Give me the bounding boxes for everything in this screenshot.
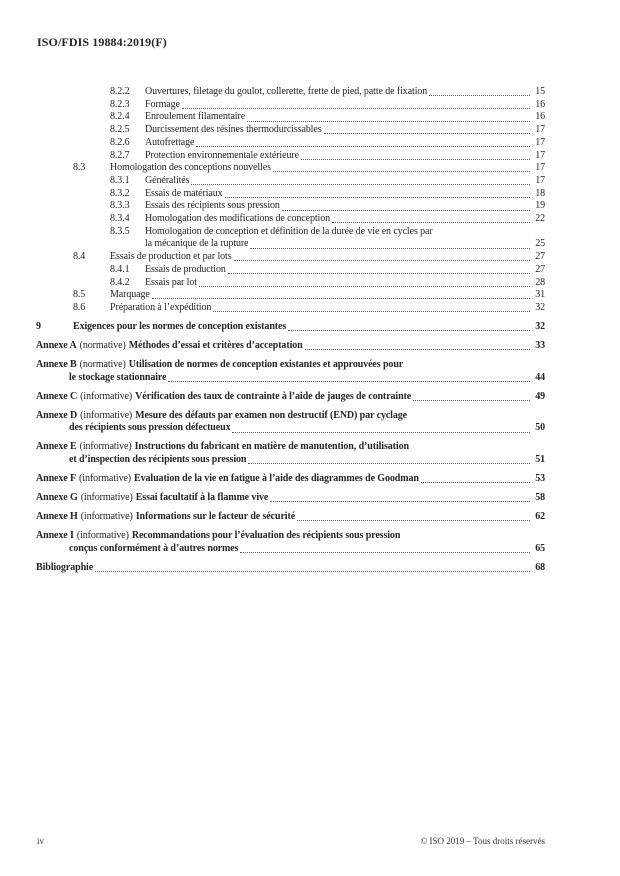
- page-number: 17: [535, 162, 545, 174]
- entry-number: 8.4.1: [110, 263, 130, 275]
- entry-title: Mesure des défauts par examen non destructif (END) par cyclage: [135, 409, 407, 421]
- entry-title: Ouvertures, filetage du goulot, collerette, frette de pied, patte de fixation: [145, 86, 428, 97]
- page-number: 50: [535, 422, 545, 434]
- entry-line: [36, 543, 545, 556]
- entry-line: [36, 530, 545, 543]
- dot-leader: [213, 310, 530, 312]
- entry-title: Essais des récipients sous pression: [145, 200, 280, 212]
- annex-prefix: Annexe G: [36, 492, 78, 504]
- entry-body: [36, 441, 545, 466]
- dot-leader: [282, 209, 530, 211]
- entry-line: [145, 86, 545, 99]
- document-reference-header: ISO/FDIS 19884:2019(F): [37, 35, 167, 49]
- page-number: 17: [535, 174, 545, 186]
- toc-entry: [36, 492, 545, 505]
- toc-entry: [36, 162, 545, 175]
- page-number: 51: [535, 454, 545, 466]
- toc-entry: [36, 289, 545, 302]
- dot-leader: [288, 329, 530, 331]
- dot-leader: [305, 348, 530, 350]
- page-number: 16: [535, 111, 545, 123]
- footer-page-number: iv: [37, 836, 45, 846]
- toc-entry: [36, 150, 545, 163]
- page-number: 25: [535, 238, 545, 250]
- entry-number: 8.2.7: [110, 149, 130, 161]
- entry-number: 8.3.3: [110, 200, 130, 212]
- entry-title: Protection environnementale extérieure: [145, 149, 299, 161]
- page-number: 62: [535, 511, 545, 523]
- dot-leader: [199, 285, 530, 287]
- entry-line: [36, 473, 545, 486]
- entry-title: et d’inspection des récipients sous pression: [69, 454, 247, 466]
- entry-title: Essais de production: [145, 263, 226, 275]
- entry-line: [36, 454, 545, 467]
- entry-line: [145, 175, 545, 188]
- entry-line: [145, 264, 545, 277]
- entry-body: [145, 226, 545, 251]
- entry-body: [36, 492, 545, 505]
- entry-title: Homologation des modifications de conception: [145, 213, 331, 225]
- entry-line: [36, 422, 545, 435]
- dot-leader: [429, 94, 530, 96]
- entry-body: [145, 213, 545, 226]
- dot-leader: [324, 132, 531, 134]
- entry-line: [110, 251, 545, 264]
- entry-title: Essais par lot: [145, 276, 197, 288]
- entry-body: [110, 289, 545, 302]
- entry-line: [36, 372, 545, 385]
- entry-title: Instructions du fabricant en matière de manutention, d’utilisation: [134, 441, 409, 453]
- entry-title: Autofrettage: [145, 136, 195, 148]
- toc-entry: [36, 86, 545, 99]
- entry-title: Essais de production et par lots: [110, 251, 232, 263]
- entry-title: Évaluation de la vie en fatigue à l’aide des diagrammes de Goodman: [134, 473, 419, 485]
- dot-leader: [247, 120, 530, 122]
- entry-number: 8.2.3: [110, 98, 130, 110]
- entry-body: [36, 391, 545, 404]
- entry-body: [145, 175, 545, 188]
- toc-entry: [36, 99, 545, 112]
- annex-prefix: Annexe F: [36, 473, 77, 485]
- entry-body: [110, 251, 545, 264]
- entry-number: 8.2.4: [110, 111, 130, 123]
- toc-entry: [36, 226, 545, 251]
- entry-body: [145, 111, 545, 124]
- page-number: 17: [535, 124, 545, 136]
- entry-title: des récipients sous pression défectueux: [69, 422, 231, 434]
- annex-prefix: Annexe C: [36, 390, 78, 402]
- entry-number: 9: [36, 320, 41, 332]
- annex-qualifier: (informative): [80, 409, 133, 421]
- entry-number: 8.3.1: [110, 174, 130, 186]
- dot-leader: [191, 183, 530, 185]
- entry-title: Formage: [145, 98, 180, 110]
- annex-prefix: Annexe E: [36, 441, 77, 453]
- entry-line: [73, 321, 545, 334]
- annex-qualifier: (informative): [80, 390, 133, 402]
- entry-body: [145, 200, 545, 213]
- entry-title: Exigences pour les normes de conception existantes: [73, 320, 287, 332]
- dot-leader: [421, 481, 530, 483]
- dot-leader: [250, 247, 530, 249]
- page-number: 68: [535, 561, 545, 573]
- dot-leader: [240, 551, 530, 553]
- toc-entry: [36, 302, 545, 315]
- dot-leader: [95, 570, 530, 572]
- toc-entry: [36, 562, 545, 575]
- entry-body: [36, 511, 545, 524]
- entry-title: Méthodes d’essai et critères d’acceptation: [128, 339, 303, 351]
- annex-qualifier: (normative): [79, 358, 126, 370]
- entry-line: [145, 150, 545, 163]
- page-number: 22: [535, 213, 545, 225]
- entry-line: [36, 562, 545, 575]
- entry-line: [36, 492, 545, 505]
- entry-title: Essais de matériaux: [145, 187, 223, 199]
- toc-entry: [36, 251, 545, 264]
- page-number: 18: [535, 187, 545, 199]
- annex-qualifier: (informative): [80, 492, 133, 504]
- entry-line: [145, 213, 545, 226]
- annex-prefix: Annexe H: [36, 511, 78, 523]
- entry-number: 8.3.4: [110, 213, 130, 225]
- entry-body: [36, 473, 545, 486]
- toc-entry: [36, 511, 545, 524]
- entry-title: la mécanique de la rupture: [145, 238, 249, 250]
- entry-line: [36, 359, 545, 372]
- dot-leader: [413, 399, 530, 401]
- entry-line: [110, 289, 545, 302]
- dot-leader: [182, 107, 530, 109]
- entry-body: [145, 188, 545, 201]
- entry-line: [145, 226, 545, 239]
- toc-entry: [36, 441, 545, 466]
- page-number: 31: [535, 289, 545, 301]
- entry-title: Généralités: [145, 174, 190, 186]
- page-number: 65: [535, 542, 545, 554]
- entry-body: [145, 99, 545, 112]
- entry-line: [36, 410, 545, 423]
- toc-entry: [36, 391, 545, 404]
- page-number: 49: [535, 390, 545, 402]
- dot-leader: [228, 272, 530, 274]
- dot-leader: [301, 158, 530, 160]
- entry-body: [145, 86, 545, 99]
- entry-line: [145, 277, 545, 290]
- entry-body: [36, 340, 545, 353]
- entry-line: [36, 511, 545, 524]
- page-number: 58: [535, 492, 545, 504]
- entry-line: [145, 188, 545, 201]
- dot-leader: [232, 431, 530, 433]
- dot-leader: [273, 170, 530, 172]
- dot-leader: [234, 259, 531, 261]
- entry-number: 8.4.2: [110, 276, 130, 288]
- entry-number: 8.2.6: [110, 136, 130, 148]
- entry-title: le stockage stationnaire: [69, 371, 167, 383]
- toc-entry: [36, 277, 545, 290]
- annex-prefix: Annexe B: [36, 358, 77, 370]
- entry-body: [145, 150, 545, 163]
- annex-qualifier: (informative): [79, 473, 132, 485]
- entry-body: [36, 359, 545, 384]
- entry-title: conçus conformément à d’autres normes: [69, 542, 239, 554]
- entry-title: Vérification des taux de contrainte à l’aide de jauges de contrainte: [135, 390, 412, 402]
- toc-entry: [36, 188, 545, 201]
- page-number: 44: [535, 371, 545, 383]
- entry-body: [145, 277, 545, 290]
- entry-title: Homologation des conceptions nouvelles: [110, 162, 271, 174]
- page-number: 27: [535, 263, 545, 275]
- page-number: 17: [535, 136, 545, 148]
- toc-entry: [36, 359, 545, 384]
- toc-entry: [36, 410, 545, 435]
- dot-leader: [332, 221, 530, 223]
- entry-title: Recommandations pour l’évaluation des récipients sous pression: [131, 530, 401, 542]
- entry-number: 8.6: [73, 301, 86, 313]
- toc-entry: [36, 473, 545, 486]
- entry-number: 8.2.5: [110, 124, 130, 136]
- entry-line: [145, 124, 545, 137]
- entry-line: [36, 391, 545, 404]
- entry-body: [73, 321, 545, 334]
- toc-entry: [36, 175, 545, 188]
- entry-number: 8.2.2: [110, 86, 130, 97]
- dot-leader: [196, 145, 530, 147]
- entry-number: 8.5: [73, 289, 86, 301]
- entry-line: [36, 441, 545, 454]
- page-number: 53: [535, 473, 545, 485]
- toc-entry: [36, 264, 545, 277]
- annex-prefix: Annexe I: [36, 530, 74, 542]
- entry-title: Informations sur le facteur de sécurité: [135, 511, 296, 523]
- page-number: 32: [535, 301, 545, 313]
- page-number: 19: [535, 200, 545, 212]
- toc-entry: [36, 137, 545, 150]
- dot-leader: [168, 380, 530, 382]
- entry-number: 8.3.2: [110, 187, 130, 199]
- toc-entry: [36, 124, 545, 137]
- entry-body: [145, 264, 545, 277]
- entry-title: Homologation de conception et définition de la durée de vie en cycles par: [145, 225, 433, 237]
- entry-body: [145, 124, 545, 137]
- toc-entry: [36, 530, 545, 555]
- dot-leader: [297, 519, 530, 521]
- entry-line: [145, 200, 545, 213]
- page-number: 28: [535, 276, 545, 288]
- entry-title: Utilisation de normes de conception existantes et approuvées pour: [128, 358, 404, 370]
- entry-title: Préparation à l’expédition: [110, 301, 212, 313]
- page-number: 27: [535, 251, 545, 263]
- entry-body: [110, 162, 545, 175]
- page-number: 33: [535, 339, 545, 351]
- entry-number: 8.4: [73, 251, 86, 263]
- toc-entry: [36, 321, 545, 334]
- entry-line: [110, 302, 545, 315]
- toc-entry: [36, 340, 545, 353]
- toc-list: [36, 86, 545, 574]
- annex-qualifier: (normative): [79, 339, 126, 351]
- annex-prefix: Annexe A: [36, 339, 77, 351]
- dot-leader: [270, 500, 530, 502]
- toc-entry: [36, 111, 545, 124]
- entry-title: Enroulement filamentaire: [145, 111, 246, 123]
- page-number: 17: [535, 149, 545, 161]
- page-number: 32: [535, 320, 545, 332]
- annex-qualifier: (informative): [76, 530, 129, 542]
- entry-line: [145, 99, 545, 112]
- entry-line: [145, 137, 545, 150]
- entry-body: [36, 562, 545, 575]
- entry-number: 8.3: [73, 162, 86, 174]
- entry-line: [110, 162, 545, 175]
- page-footer: [37, 836, 545, 847]
- annex-qualifier: (informative): [80, 511, 133, 523]
- dot-leader: [225, 196, 530, 198]
- entry-body: [145, 137, 545, 150]
- entry-body: [110, 302, 545, 315]
- footer-copyright: © ISO 2019 – Tous droits réservés: [420, 836, 545, 846]
- entry-title: Marquage: [110, 289, 150, 301]
- annex-qualifier: (informative): [79, 441, 132, 453]
- page-number: 15: [535, 86, 545, 97]
- page-number: 16: [535, 98, 545, 110]
- entry-line: [145, 111, 545, 124]
- entry-title: Durcissement des résines thermodurcissables: [145, 124, 322, 136]
- dot-leader: [248, 462, 530, 464]
- annex-prefix: Annexe D: [36, 409, 78, 421]
- entry-body: [36, 530, 545, 555]
- entry-title: Bibliographie: [36, 561, 94, 573]
- toc-entry: [36, 213, 545, 226]
- entry-number: 8.3.5: [110, 225, 130, 237]
- entry-line: [36, 340, 545, 353]
- entry-line: [145, 238, 545, 251]
- entry-title: Essai facultatif à la flamme vive: [135, 492, 269, 504]
- entry-body: [36, 410, 545, 435]
- toc-entry: [36, 200, 545, 213]
- dot-leader: [152, 297, 530, 299]
